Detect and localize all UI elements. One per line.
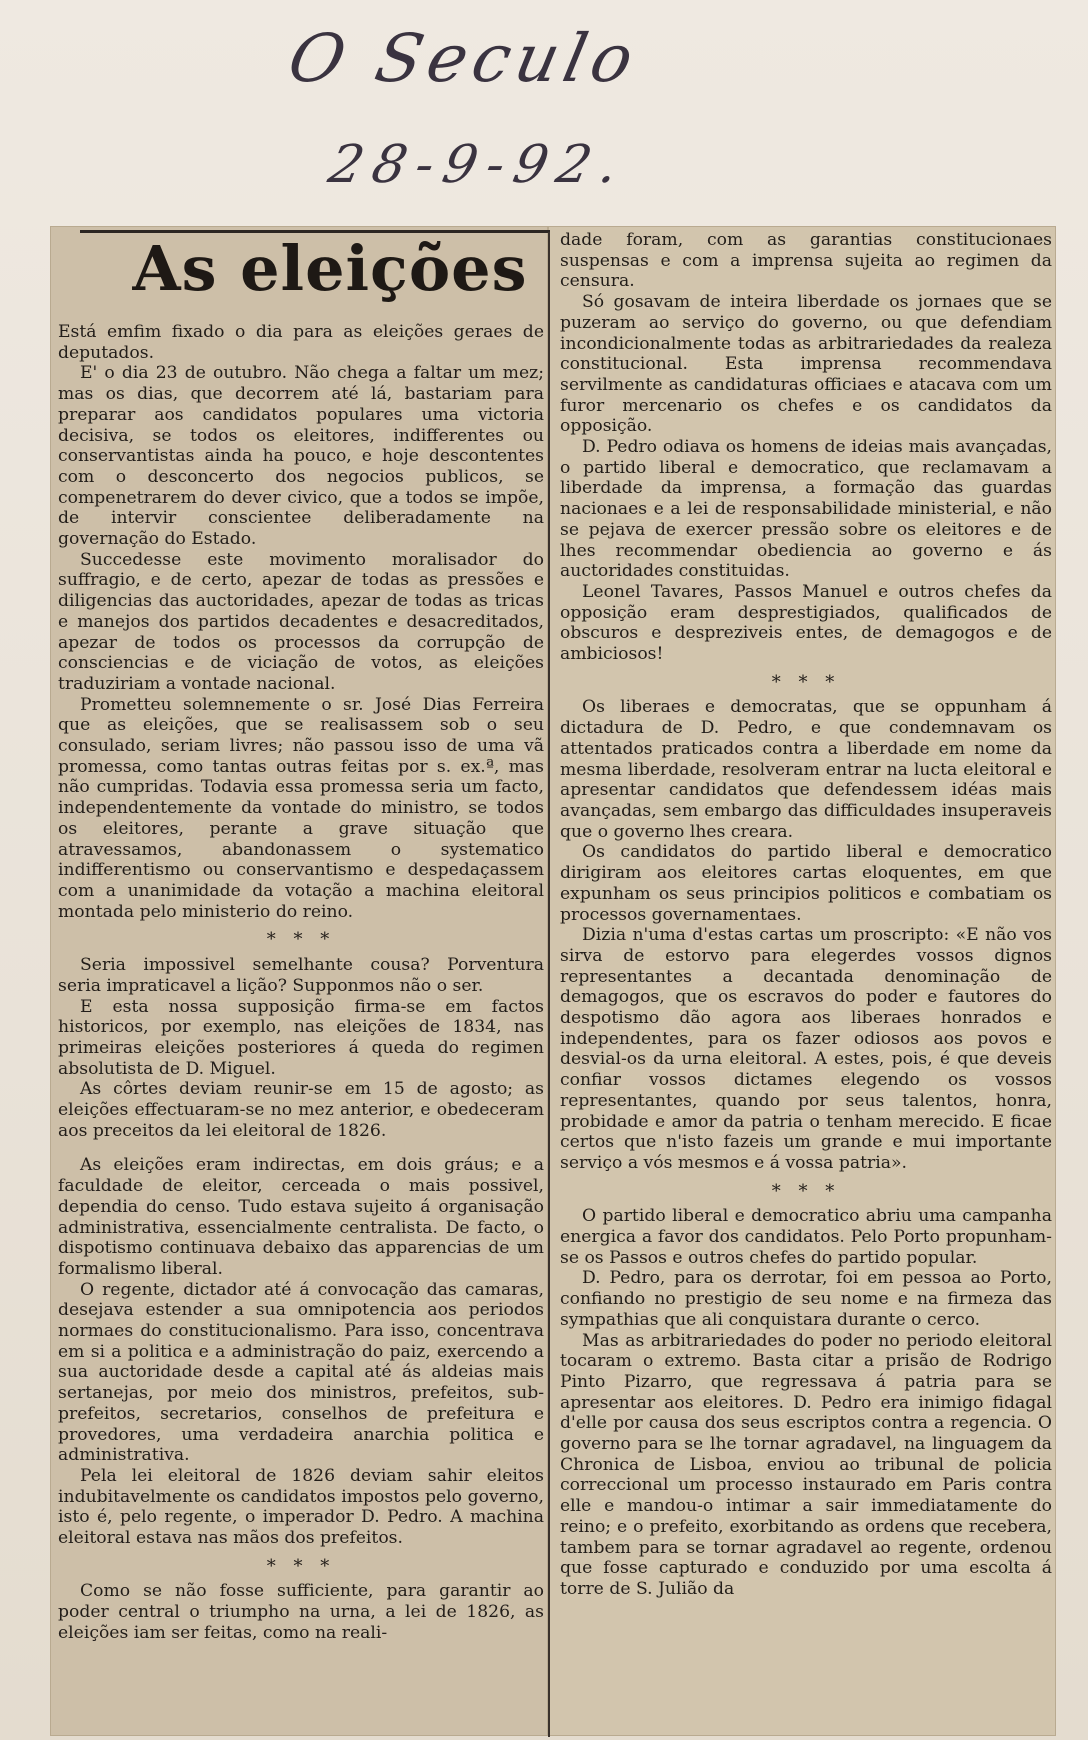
paragraph: D. Pedro odiava os homens de ideias mais avançadas, o partido liberal e democratico, que reclamavam a liberdade da imprensa, a formação das guardas nacionaes e a lei de responsabilidade ministerial, e não se pejava de exercer pressão sobre os eleitores e de lhes recommendar obediencia ao governo e ás auctoridades constituidas. bbox=[560, 437, 1052, 582]
left-column-text bbox=[58, 322, 544, 1644]
handwritten-date: 28-9-92. bbox=[323, 135, 634, 195]
paragraph: dade foram, com as garantias constitucionaes suspensas e com a imprensa sujeita ao regimen da censura. bbox=[560, 230, 1052, 292]
article-headline: As eleições bbox=[132, 232, 528, 305]
section-separator: * * * bbox=[771, 671, 841, 693]
paragraph: Está emfim fixado o dia para as eleições geraes de deputados. bbox=[58, 322, 544, 363]
paragraph: Succedesse este movimento moralisador do suffragio, e de certo, apezar de todas as pressões e diligencias das auctoridades, apezar de todas as tricas e manejos dos partidos decadentes e desacreditados, apezar de todos os processos da corrupção de consciencias e de viciação de votos, as eleições traduziriam a vontade nacional. bbox=[58, 549, 544, 694]
paragraph: Mas as arbitrariedades do poder no periodo eleitoral tocaram o extremo. Basta citar a prisão de Rodrigo Pinto Pizarro, que regressava á patria para se apresentar aos eleitores. D. Pedro era inimigo fidagal d'elle por causa dos seus escriptos contra a regencia. O governo para se lhe tornar agradavel, na linguagem da Chronica de Lisboa, enviou ao tribunal de policia correccional um processo instaurado em Paris contra elle e mandou-o intimar a sair immediatamente do reino; e o prefeito, exorbitando as ordens que recebera, tambem para se tornar agradavel ao regente, ordenou que fosse capturado e conduzido por uma escolta á torre de S. Julião da bbox=[560, 1330, 1052, 1599]
paragraph: Seria impossivel semelhante cousa? Porventura seria impraticavel a lição? Supponmos não o ser. bbox=[58, 955, 544, 996]
paragraph: As eleições eram indirectas, em dois gráus; e a faculdade de eleitor, cerceada o mais possivel, dependia do censo. Tudo estava sujeito á organisação administrativa, essencialmente centralista. De facto, o dispotismo continuava debaixo das apparencias de um formalismo liberal. bbox=[58, 1155, 544, 1279]
paragraph: Os candidatos do partido liberal e democratico dirigiram aos eleitores cartas eloquentes, em que expunham os seus principios politicos e combatiam os processos governamentaes. bbox=[560, 842, 1052, 925]
paragraph: D. Pedro, para os derrotar, foi em pessoa ao Porto, confiando no prestigio de seu nome e na firmeza das sympathias que ali conquistara durante o cerco. bbox=[560, 1268, 1052, 1330]
paragraph: Como se não fosse sufficiente, para garantir ao poder central o triumpho na urna, a lei de 1826, as eleições iam ser feitas, como na reali- bbox=[58, 1581, 544, 1643]
paragraph: Pela lei eleitoral de 1826 deviam sahir eleitos indubitavelmente os candidatos impostos pelo governo, isto é, pelo regente, o imperador D. Pedro. A machina eleitoral estava nas mãos dos prefeitos. bbox=[58, 1465, 544, 1549]
right-column-text bbox=[560, 230, 1052, 1600]
paragraph: Leonel Tavares, Passos Manuel e outros chefes da opposição eram desprestigiados, qualificados de obscuros e despreziveis entes, de demagogos e de ambiciosos! bbox=[560, 581, 1052, 665]
paragraph: E' o dia 23 de outubro. Não chega a faltar um mez; mas os dias, que decorrem até lá, bastariam para preparar aos candidatos populares uma victoria decisiva, se todos os eleitores, indifferentes ou conservantistas ainda ha pouco, e hoje descontentes com o desconcerto dos negocios publicos, se compenetrarem do dever civico, que a todos se impõe, de intervir conscienteе deliberadamente na governação do Estado. bbox=[58, 363, 544, 550]
section-separator: * * * bbox=[266, 1555, 336, 1577]
section-separator: * * * bbox=[771, 1180, 841, 1202]
paragraph: O partido liberal e democratico abriu uma campanha energica a favor dos candidatos. Pelo Porto propunham-se os Passos e outros chefes do partido popular. bbox=[560, 1206, 1052, 1268]
paragraph: As côrtes deviam reunir-se em 15 de agosto; as eleições effectuaram-se no mez anterior, e obedeceram aos preceitos da lei eleitoral de 1826. bbox=[58, 1079, 544, 1141]
handwritten-title: O Seculo bbox=[281, 20, 646, 97]
paragraph: O regente, dictador até á convocação das camaras, desejava estender a sua omnipotencia aos periodos normaes do constitucionalismo. Para isso, concentrava em si a politica e a administração do paiz, exercendo a sua auctoridade desde a capital até ás aldeias mais sertanejas, por meio dos ministros, prefeitos, sub-prefeitos, secretarios, conselhos de prefeitura e provedores, uma verdadeira anarchia politica e administrativa. bbox=[58, 1279, 544, 1466]
paragraph: Só gosavam de inteira liberdade os jornaes que se puzeram ao serviço do governo, ou que defendiam incondicionalmente todas as arbitrariedades da realeza constitucional. Esta imprensa recommendava servilmente as candidaturas officiaes e atacava com um furor mercenario os chefes e os candidatos da opposição. bbox=[560, 292, 1052, 437]
paragraph: E esta nossa supposição firma-se em factos historicos, por exemplo, nas eleições de 1834, nas primeiras eleições posteriores á queda do regimen absolutista de D. Miguel. bbox=[58, 996, 544, 1079]
paragraph: Os liberaes e democratas, que se oppunham á dictadura de D. Pedro, e que condemnavam os attentados praticados contra a liberdade em nome da mesma liberdade, resolveram entrar na lucta eleitoral e apresentar candidatos que defendessem idéas mais avançadas, sem embargo das difficuldades insuperaveis que o governo lhes creara. bbox=[560, 697, 1052, 842]
column-rule bbox=[548, 232, 550, 1737]
section-separator: * * * bbox=[266, 929, 336, 951]
paragraph: Dizia n'uma d'estas cartas um proscripto: «E não vos sirva de estorvo para elegerdes vossos dignos representantes a decantada denominação de demagogos, que os escravos do poder e fautores do despotismo dão agora aos liberaes honrados e independentes, para os fazer odiosos aos povos e desvial-os da urna eleitoral. A estes, pois, é que deveis confiar vossos dictames elegendo os vossos representantes, quando por seus talentos, honra, probidade e amor da patria o tenham merecido. E ficae certos que n'isto fazeis um grande e mui importante serviço a vós mesmos e á vossa patria». bbox=[560, 925, 1052, 1173]
paragraph: Prometteu solemnemente o sr. José Dias Ferreira que as eleições, que se realisassem sob o seu consulado, seriam livres; não passou isso de uma vã promessa, como tantas outras feitas por s. ex.ª, mas não cumpridas. Todavia essa promessa seria um facto, independentemente da vontade do ministro, se todos os eleitores, perante a grave situação que atravessamos, abandonassem o systematico indifferentismo ou conservantismo e despedaçassem com a unanimidade da votação a machina eleitoral montada pelo ministerio do reino. bbox=[58, 694, 544, 922]
